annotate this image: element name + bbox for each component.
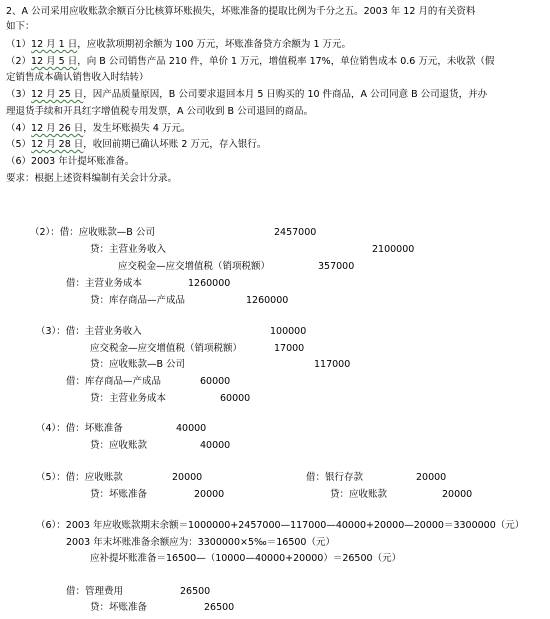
entry2-credit-vat-amount: 357000 bbox=[318, 261, 355, 272]
item-text: ，向 B 公司销售产品 210 件，单价 1 万元，增值税率 17%，单位销售成本 0.6 万元，未收款（假 bbox=[77, 56, 495, 67]
entry3-credit-cost-amount: 60000 bbox=[220, 393, 251, 404]
item-date: 12 月 28 日 bbox=[31, 139, 84, 150]
entry6-additional-provision: 应补提坏账准备＝16500—（10000—40000+20000）＝26500（元） bbox=[90, 553, 402, 564]
entry2-debit-cost-amount: 1260000 bbox=[188, 278, 231, 289]
entry4-debit-allowance: （4）：借：坏账准备 bbox=[36, 423, 123, 434]
entry2-credit-inventory-amount: 1260000 bbox=[246, 295, 289, 306]
entry3-debit-vat: 应交税金—应交增值税（销项税额） bbox=[90, 343, 243, 354]
item-number: （2） bbox=[6, 56, 32, 67]
item-date: 12 月 5 日 bbox=[31, 56, 78, 67]
entry5-debit-receivable-amount: 20000 bbox=[172, 472, 203, 483]
entry2-credit-revenue: 贷：主营业务收入 bbox=[90, 244, 167, 255]
entry6-receivable-balance: （6）：2003 年应收账款期末余额＝1000000+2457000—117000—40000+20000—20000＝3300000（元） bbox=[36, 520, 525, 531]
problem-requirement: 要求：根据上述资料编制有关会计分录。 bbox=[6, 173, 178, 184]
item-text: ，收回前期已确认坏账 2 万元，存入银行。 bbox=[83, 139, 267, 150]
entry4-debit-allowance-amount: 40000 bbox=[176, 423, 207, 434]
entry2-debit-receivable: （2）：借：应收账款—B 公司 bbox=[30, 227, 155, 238]
item-text: 定销售成本确认销售收入时结转） bbox=[6, 72, 149, 83]
entry3-debit-vat-amount: 17000 bbox=[274, 343, 305, 354]
entry4-credit-receivable: 贷：应收账款 bbox=[90, 440, 148, 451]
problem-item-1 bbox=[6, 39, 351, 51]
item-text: 理退货手续和开具红字增值税专用发票，A 公司收到 B 公司退回的商品。 bbox=[6, 106, 314, 117]
entry3-credit-cost: 贷：主营业务成本 bbox=[90, 393, 167, 404]
item-text: 2003 年计提坏账准备。 bbox=[31, 156, 135, 167]
entry3-credit-receivable-amount: 117000 bbox=[314, 359, 351, 370]
entry5-credit-receivable: 贷：应收账款 bbox=[330, 489, 388, 500]
item-text: ，应收款项期初余额为 100 万元，坏账准备贷方余额为 1 万元。 bbox=[77, 39, 352, 50]
entry6-credit-allowance: 贷：坏账准备 bbox=[90, 602, 148, 613]
entry5-credit-receivable-amount: 20000 bbox=[442, 489, 473, 500]
item-date: 12 月 1 日 bbox=[31, 39, 78, 50]
item-number: （3） bbox=[6, 89, 32, 100]
entry5-credit-allowance-amount: 20000 bbox=[194, 489, 225, 500]
entry6-debit-admin-expense-amount: 26500 bbox=[180, 586, 211, 597]
entry3-debit-revenue: （3）：借：主营业务收入 bbox=[36, 326, 142, 337]
item-number: （5） bbox=[6, 139, 32, 150]
item-text: ，发生坏账损失 4 万元。 bbox=[83, 123, 191, 134]
problem-intro-line-2: 如下： bbox=[6, 21, 35, 32]
problem-item-6 bbox=[6, 156, 134, 168]
entry5-debit-bank-amount: 20000 bbox=[416, 472, 447, 483]
entry2-credit-inventory: 贷：库存商品—产成品 bbox=[90, 295, 186, 306]
item-number: （6） bbox=[6, 156, 32, 167]
entry6-allowance-balance: 2003 年末坏账准备余额应为：3300000×5‰＝16500（元） bbox=[66, 537, 335, 548]
item-date: 12 月 25 日 bbox=[31, 89, 84, 100]
entry4-credit-receivable-amount: 40000 bbox=[200, 440, 231, 451]
entry6-debit-admin-expense: 借：管理费用 bbox=[66, 586, 124, 597]
entry5-debit-bank: 借：银行存款 bbox=[306, 472, 364, 483]
section-gap bbox=[0, 200, 550, 224]
entry2-credit-vat: 应交税金—应交增值税（销项税额） bbox=[118, 261, 271, 272]
problem-item-2 bbox=[6, 56, 494, 68]
problem-item-5 bbox=[6, 139, 266, 151]
item-number: （4） bbox=[6, 123, 32, 134]
entry6-credit-allowance-amount: 26500 bbox=[204, 602, 235, 613]
entry3-debit-inventory-amount: 60000 bbox=[200, 376, 231, 387]
entry2-debit-receivable-amount: 2457000 bbox=[274, 227, 317, 238]
item-text: ，因产品质量原因，B 公司要求退回本月 5 日购买的 10 件商品，A 公司同意 B 公司退货，并办 bbox=[83, 89, 488, 100]
problem-item-2-cont bbox=[6, 72, 149, 84]
item-date: 12 月 26 日 bbox=[31, 123, 84, 134]
entry3-credit-receivable: 贷：应收账款—B 公司 bbox=[90, 359, 186, 370]
entry5-credit-allowance: 贷：坏账准备 bbox=[90, 489, 148, 500]
entry2-credit-revenue-amount: 2100000 bbox=[372, 244, 415, 255]
problem-item-3-cont bbox=[6, 106, 313, 118]
problem-item-4 bbox=[6, 123, 190, 135]
entry3-debit-inventory: 借：库存商品—产成品 bbox=[66, 376, 162, 387]
item-number: （1） bbox=[6, 39, 32, 50]
entry5-debit-receivable: （5）：借：应收账款 bbox=[36, 472, 123, 483]
problem-intro-line-1: 2、A 公司采用应收账款余额百分比核算坏账损失，坏账准备的提取比例为千分之五。2003 年 12 月的有关资料 bbox=[6, 6, 476, 17]
entry2-debit-cost: 借：主营业务成本 bbox=[66, 278, 143, 289]
problem-item-3 bbox=[6, 89, 487, 101]
entry3-debit-revenue-amount: 100000 bbox=[270, 326, 307, 337]
